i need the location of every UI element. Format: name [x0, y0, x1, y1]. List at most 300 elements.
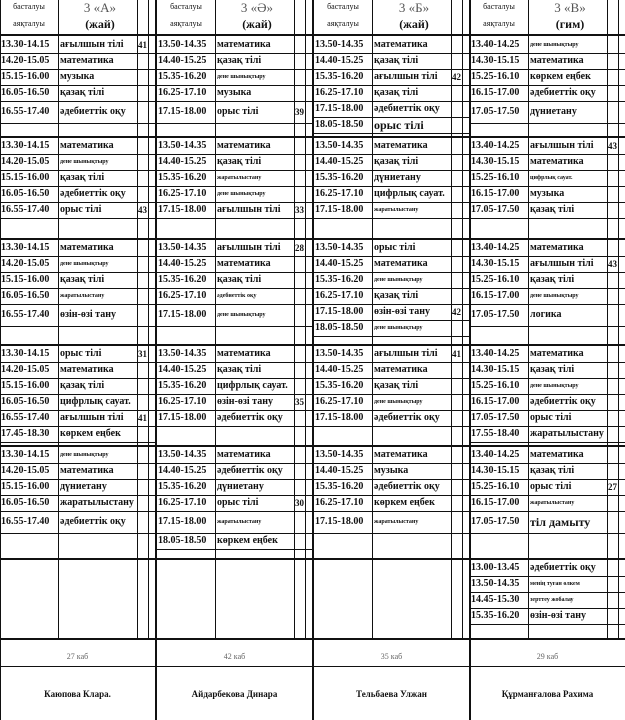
grid-hline [0, 666, 625, 667]
lesson-time: 16.25-17.10 [315, 87, 364, 98]
lesson-subject: әдебиеттік оқу [374, 481, 440, 492]
lesson-subject: логика [530, 309, 562, 320]
lesson-subject: жаратылыстану [60, 497, 134, 508]
grid-hline [470, 123, 625, 124]
start-label: басталуы [13, 2, 45, 11]
lesson-time: 17.15-18.00 [158, 106, 207, 117]
grid-vline [305, 0, 306, 638]
lesson-time: 16.55-17.40 [1, 412, 50, 423]
lesson-subject: өзін-өзі тану [530, 610, 586, 621]
lesson-subject: өзін-өзі тану [374, 306, 430, 317]
lesson-subject: қазақ тілі [530, 274, 575, 285]
lesson-subject: орыс тілі [530, 412, 572, 423]
lesson-subject: тіл дамыту [530, 515, 591, 529]
lesson-subject: қазақ тілі [217, 156, 262, 167]
lesson-subject: дүниетану [530, 106, 577, 117]
lesson-subject: дүниетану [60, 481, 107, 492]
class-shift: (гим) [555, 17, 585, 31]
grid-hline [157, 549, 312, 550]
lesson-subject: өзін-өзі тану [60, 309, 116, 320]
grid-hline [470, 326, 625, 327]
lesson-time: 14.20-15.05 [1, 156, 50, 167]
grid-hline [470, 218, 625, 219]
grid-vline [312, 0, 314, 720]
lesson-time: 13.40-14.25 [471, 348, 520, 359]
lesson-subject: дене шынықтыру [530, 293, 579, 299]
lesson-subject: жаратылыстану [530, 428, 604, 439]
lesson-time: 18.05-18.50 [158, 535, 207, 546]
lesson-subject: әдебиеттік оқу [60, 516, 126, 527]
lesson-subject: жаратылыстану [374, 207, 419, 213]
lesson-subject: көркем еңбек [374, 497, 435, 508]
grid-vline [58, 0, 59, 638]
lesson-time: 13.50-14.35 [158, 39, 207, 50]
lesson-subject: дене шынықтыру [60, 261, 109, 267]
lesson-time: 13.00-13.45 [471, 562, 520, 573]
grid-vline [528, 0, 529, 638]
lesson-subject: дене шынықтыру [217, 312, 266, 318]
lesson-time: 15.15-16.00 [1, 71, 50, 82]
lesson-time: 18.05-18.50 [315, 322, 364, 333]
lesson-subject: орыс тілі [530, 481, 572, 492]
lesson-subject: әдебиеттік оқу [60, 188, 126, 199]
lesson-time: 15.35-16.20 [158, 172, 207, 183]
start-label: басталуы [327, 2, 359, 11]
lesson-time: 13.50-14.35 [315, 140, 364, 151]
grid-hline [314, 533, 469, 534]
class-name: 3 «Б» [398, 0, 430, 15]
lesson-subject: музыка [530, 188, 565, 199]
start-label: басталуы [483, 2, 515, 11]
lesson-subject: қазақ тілі [374, 156, 419, 167]
lesson-time: 15.15-16.00 [1, 380, 50, 391]
room-number: 43 [608, 259, 617, 269]
lesson-time: 16.25-17.10 [315, 290, 364, 301]
grid-hline [0, 218, 155, 219]
lesson-time: 15.35-16.20 [158, 274, 207, 285]
lesson-time: 17.15-18.00 [158, 204, 207, 215]
lesson-time: 16.05-16.50 [1, 396, 50, 407]
grid-hline [0, 533, 155, 534]
lesson-subject: математика [374, 140, 428, 151]
lesson-subject: қазақ тілі [374, 55, 419, 66]
lesson-subject: қазақ тілі [530, 364, 575, 375]
lesson-time: 13.50-14.35 [315, 39, 364, 50]
room-number: 41 [138, 40, 147, 50]
lesson-time: 14.20-15.05 [1, 465, 50, 476]
lesson-subject: дене шынықтыру [374, 325, 423, 331]
grid-vline [148, 0, 149, 638]
lesson-time: 13.40-14.25 [471, 242, 520, 253]
lesson-subject: математика [374, 258, 428, 269]
lesson-time: 14.40-15.25 [315, 156, 364, 167]
lesson-subject: өзін-өзі тану [217, 396, 273, 407]
lesson-subject: қазақ тілі [60, 87, 105, 98]
room-number: 35 [295, 397, 304, 407]
teacher-name: Тельбаева Улжан [356, 689, 427, 699]
lesson-time: 18.05-18.50 [315, 119, 364, 130]
lesson-time: 14.40-15.25 [158, 156, 207, 167]
lesson-subject: дене шынықтыру [60, 452, 109, 458]
teacher-name: Каюпова Клара. [44, 689, 111, 699]
lesson-subject: ағылшын тілі [530, 140, 594, 151]
lesson-subject: әдебиеттік оқу [217, 412, 283, 423]
grid-vline [294, 0, 295, 638]
lesson-time: 14.40-15.25 [158, 258, 207, 269]
lesson-time: 17.15-18.00 [315, 516, 364, 527]
lesson-time: 14.20-15.05 [1, 258, 50, 269]
lesson-subject: орыс тілі [374, 242, 416, 253]
grid-hline [314, 133, 469, 134]
lesson-time: 17.05-17.50 [471, 204, 520, 215]
room-number: 43 [608, 141, 617, 151]
lesson-subject: әдебиеттік оқу [530, 396, 596, 407]
lesson-subject: зерттеу жобалау [530, 597, 574, 603]
lesson-subject: ағылшын тілі [60, 39, 124, 50]
grid-hline [157, 326, 312, 327]
lesson-subject: математика [530, 242, 584, 253]
lesson-time: 16.15-17.00 [471, 87, 520, 98]
lesson-time: 16.05-16.50 [1, 290, 50, 301]
lesson-time: 16.25-17.10 [315, 396, 364, 407]
class-name: 3 «Ә» [240, 0, 274, 15]
class-shift: (жай) [85, 17, 115, 31]
lesson-time: 13.40-14.25 [471, 39, 520, 50]
lesson-time: 15.35-16.20 [158, 71, 207, 82]
lesson-time: 13.30-14.15 [1, 242, 50, 253]
grid-vline [137, 0, 138, 638]
lesson-time: 16.15-17.00 [471, 396, 520, 407]
lesson-subject: музыка [217, 87, 252, 98]
grid-vline [462, 0, 463, 638]
lesson-subject: дене шынықтыру [217, 191, 266, 197]
lesson-time: 13.50-14.35 [158, 242, 207, 253]
lesson-time: 14.30-15.15 [471, 465, 520, 476]
lesson-time: 14.30-15.15 [471, 364, 520, 375]
class-shift: (жай) [399, 17, 429, 31]
class-shift: (жай) [242, 17, 272, 31]
lesson-subject: әдебиеттік оқу [530, 87, 596, 98]
lesson-subject: көркем еңбек [217, 535, 278, 546]
lesson-subject: дене шынықтыру [530, 383, 579, 389]
lesson-time: 13.40-14.25 [471, 140, 520, 151]
lesson-time: 15.35-16.20 [315, 71, 364, 82]
lesson-subject: математика [60, 364, 114, 375]
lesson-time: 15.25-16.10 [471, 71, 520, 82]
lesson-time: 17.45-18.30 [1, 428, 50, 439]
lesson-time: 13.30-14.15 [1, 140, 50, 151]
lesson-time: 15.25-16.10 [471, 380, 520, 391]
start-label: басталуы [170, 2, 202, 11]
lesson-subject: дене шынықтыру [530, 42, 579, 48]
room-number: 27 [608, 482, 617, 492]
cabinet-label: 29 каб [536, 652, 559, 661]
lesson-subject: орыс тілі [60, 348, 102, 359]
lesson-subject: дене шынықтыру [374, 399, 423, 405]
lesson-subject: жаратылыстану [60, 293, 105, 299]
lesson-time: 16.05-16.50 [1, 188, 50, 199]
grid-hline [157, 123, 312, 124]
lesson-subject: жаратылыстану [374, 519, 419, 525]
lesson-time: 13.50-14.35 [315, 348, 364, 359]
lesson-subject: математика [217, 258, 271, 269]
lesson-time: 15.35-16.20 [158, 380, 207, 391]
lesson-subject: математика [374, 364, 428, 375]
lesson-time: 16.55-17.40 [1, 309, 50, 320]
lesson-subject: математика [530, 156, 584, 167]
lesson-time: 16.55-17.40 [1, 204, 50, 215]
lesson-subject: қазақ тілі [60, 274, 105, 285]
lesson-subject: математика [217, 140, 271, 151]
lesson-time: 15.25-16.10 [471, 172, 520, 183]
lesson-time: 17.15-18.00 [315, 412, 364, 423]
lesson-time: 14.30-15.15 [471, 156, 520, 167]
lesson-subject: қазақ тілі [374, 87, 419, 98]
grid-vline [607, 0, 608, 638]
lesson-time: 13.30-14.15 [1, 449, 50, 460]
grid-hline [0, 558, 625, 560]
end-label: аяқталуы [327, 19, 359, 28]
room-number: 39 [295, 107, 304, 117]
lesson-time: 17.15-18.00 [315, 103, 364, 114]
lesson-subject: әдебиеттік оқу [374, 103, 440, 114]
lesson-subject: музыка [374, 465, 409, 476]
lesson-time: 14.40-15.25 [158, 364, 207, 375]
grid-vline [618, 0, 619, 638]
lesson-time: 14.30-15.15 [471, 55, 520, 66]
cabinet-label: 27 каб [66, 652, 89, 661]
grid-hline [0, 442, 155, 443]
room-number: 41 [138, 413, 147, 423]
end-label: аяқталуы [13, 19, 45, 28]
lesson-subject: ағылшын тілі [374, 348, 438, 359]
lesson-subject: цифрлық сауат. [374, 188, 445, 199]
lesson-time: 16.25-17.10 [158, 497, 207, 508]
end-label: аяқталуы [483, 19, 515, 28]
lesson-subject: орыс тілі [217, 106, 259, 117]
lesson-time: 15.35-16.20 [315, 172, 364, 183]
lesson-subject: қазақ тілі [530, 465, 575, 476]
lesson-time: 15.25-16.10 [471, 274, 520, 285]
lesson-subject: математика [60, 55, 114, 66]
grid-hline [157, 218, 312, 219]
grid-hline [470, 624, 625, 625]
cabinet-label: 42 каб [223, 652, 246, 661]
lesson-subject: көркем еңбек [530, 71, 591, 82]
lesson-time: 15.15-16.00 [1, 481, 50, 492]
room-number: 31 [138, 349, 147, 359]
lesson-time: 17.15-18.00 [315, 306, 364, 317]
lesson-time: 14.40-15.25 [315, 55, 364, 66]
lesson-time: 14.40-15.25 [158, 55, 207, 66]
lesson-time: 15.35-16.20 [315, 274, 364, 285]
lesson-subject: математика [60, 465, 114, 476]
lesson-time: 15.15-16.00 [1, 274, 50, 285]
lesson-subject: ағылшын тілі [530, 258, 594, 269]
lesson-subject: қазақ тілі [60, 380, 105, 391]
lesson-subject: дене шынықтыру [374, 277, 423, 283]
lesson-time: 17.55-18.40 [471, 428, 520, 439]
lesson-subject: математика [217, 39, 271, 50]
grid-hline [0, 238, 625, 240]
teacher-name: Айдарбекова Динара [191, 689, 278, 699]
lesson-subject: қазақ тілі [374, 380, 419, 391]
lesson-subject: дене шынықтыру [60, 159, 109, 165]
lesson-time: 14.20-15.05 [1, 55, 50, 66]
lesson-subject: дене шынықтыру [217, 74, 266, 80]
lesson-time: 13.40-14.25 [471, 449, 520, 460]
cabinet-label: 35 каб [380, 652, 403, 661]
room-number: 30 [295, 498, 304, 508]
room-number: 42 [452, 72, 461, 82]
lesson-time: 14.30-15.15 [471, 258, 520, 269]
lesson-time: 17.15-18.00 [158, 309, 207, 320]
lesson-time: 16.25-17.10 [158, 396, 207, 407]
lesson-subject: қазақ тілі [217, 274, 262, 285]
grid-hline [470, 533, 625, 534]
lesson-time: 16.55-17.40 [1, 516, 50, 527]
grid-hline [0, 34, 625, 36]
lesson-subject: цифрлық сауат. [217, 380, 288, 391]
grid-hline [0, 638, 625, 640]
lesson-time: 14.40-15.25 [158, 465, 207, 476]
lesson-subject: жаратылыстану [530, 500, 575, 506]
grid-vline [0, 0, 1, 720]
lesson-subject: жаратылыстану [217, 175, 262, 181]
lesson-subject: ағылшын тілі [374, 71, 438, 82]
class-name: 3 «В» [554, 0, 586, 15]
grid-vline [451, 0, 452, 638]
lesson-time: 15.25-16.10 [471, 481, 520, 492]
lesson-time: 13.50-14.35 [315, 449, 364, 460]
lesson-time: 15.35-16.20 [471, 610, 520, 621]
lesson-subject: орыс тілі [374, 118, 424, 132]
grid-hline [470, 442, 625, 443]
lesson-subject: математика [374, 39, 428, 50]
lesson-time: 16.15-17.00 [471, 290, 520, 301]
grid-hline [314, 336, 469, 337]
lesson-time: 16.25-17.10 [158, 188, 207, 199]
lesson-time: 13.30-14.15 [1, 348, 50, 359]
lesson-subject: орыс тілі [60, 204, 102, 215]
lesson-time: 17.15-18.00 [315, 204, 364, 215]
grid-hline [157, 426, 312, 427]
grid-hline [314, 218, 469, 219]
lesson-time: 15.35-16.20 [315, 481, 364, 492]
lesson-time: 14.40-15.25 [315, 465, 364, 476]
lesson-time: 16.05-16.50 [1, 497, 50, 508]
lesson-time: 14.20-15.05 [1, 364, 50, 375]
lesson-time: 13.50-14.35 [471, 578, 520, 589]
lesson-subject: қазақ тілі [530, 204, 575, 215]
teacher-name: Құрманғалова Рахима [501, 689, 594, 699]
lesson-time: 16.05-16.50 [1, 87, 50, 98]
lesson-time: 16.55-17.40 [1, 106, 50, 117]
grid-vline [215, 0, 216, 638]
lesson-subject: менің туған өлкем [530, 581, 580, 587]
grid-hline [0, 136, 625, 138]
room-number: 43 [138, 205, 147, 215]
lesson-subject: дүниетану [217, 481, 264, 492]
lesson-time: 17.15-18.00 [158, 412, 207, 423]
lesson-time: 14.40-15.25 [315, 364, 364, 375]
lesson-subject: математика [60, 140, 114, 151]
lesson-subject: әдебиеттік оқу [217, 293, 257, 299]
room-number: 42 [452, 307, 461, 317]
grid-hline [314, 426, 469, 427]
lesson-time: 16.25-17.10 [315, 188, 364, 199]
lesson-subject: әдебиеттік оқу [60, 106, 126, 117]
lesson-time: 17.05-17.50 [471, 516, 520, 527]
lesson-time: 16.15-17.00 [471, 497, 520, 508]
lesson-subject: әдебиеттік оқу [217, 465, 283, 476]
lesson-subject: цифрлық сауат. [530, 175, 573, 181]
lesson-time: 14.45-15.30 [471, 594, 520, 605]
room-number: 41 [452, 349, 461, 359]
lesson-time: 13.50-14.35 [315, 242, 364, 253]
lesson-time: 17.15-18.00 [158, 516, 207, 527]
grid-hline [0, 326, 155, 327]
lesson-time: 16.25-17.10 [315, 497, 364, 508]
lesson-time: 17.05-17.50 [471, 412, 520, 423]
lesson-time: 13.50-14.35 [158, 140, 207, 151]
grid-vline [469, 0, 471, 720]
lesson-subject: математика [217, 348, 271, 359]
lesson-subject: ағылшын тілі [60, 412, 124, 423]
lesson-time: 17.05-17.50 [471, 106, 520, 117]
lesson-subject: көркем еңбек [60, 428, 121, 439]
grid-vline [372, 0, 373, 638]
lesson-time: 13.50-14.35 [158, 348, 207, 359]
lesson-subject: математика [60, 242, 114, 253]
lesson-subject: ағылшын тілі [217, 204, 281, 215]
lesson-time: 16.15-17.00 [471, 188, 520, 199]
room-number: 33 [295, 205, 304, 215]
lesson-time: 15.15-16.00 [1, 172, 50, 183]
room-number: 28 [295, 243, 304, 253]
lesson-time: 15.35-16.20 [315, 380, 364, 391]
lesson-subject: математика [374, 449, 428, 460]
lesson-subject: қазақ тілі [374, 290, 419, 301]
grid-hline [0, 123, 155, 124]
class-name: 3 «А» [83, 0, 117, 15]
lesson-subject: математика [530, 348, 584, 359]
lesson-subject: жаратылыстану [217, 519, 262, 525]
lesson-time: 13.30-14.15 [1, 39, 50, 50]
lesson-subject: әдебиеттік оқу [374, 412, 440, 423]
lesson-subject: математика [217, 449, 271, 460]
grid-vline [155, 0, 157, 720]
lesson-subject: цифрлық сауат. [60, 396, 131, 407]
lesson-time: 15.35-16.20 [158, 481, 207, 492]
lesson-subject: математика [530, 55, 584, 66]
lesson-subject: дүниетану [374, 172, 421, 183]
lesson-time: 13.50-14.35 [158, 449, 207, 460]
grid-hline [0, 344, 625, 346]
grid-hline [0, 445, 625, 447]
end-label: аяқталуы [170, 19, 202, 28]
lesson-subject: әдебиеттік оқу [530, 562, 596, 573]
lesson-subject: математика [530, 449, 584, 460]
lesson-time: 14.40-15.25 [315, 258, 364, 269]
lesson-time: 16.25-17.10 [158, 290, 207, 301]
lesson-subject: орыс тілі [217, 497, 259, 508]
lesson-subject: музыка [60, 71, 95, 82]
lesson-subject: қазақ тілі [217, 364, 262, 375]
lesson-subject: қазақ тілі [60, 172, 105, 183]
lesson-subject: ағылшын тілі [217, 242, 281, 253]
lesson-time: 17.05-17.50 [471, 309, 520, 320]
